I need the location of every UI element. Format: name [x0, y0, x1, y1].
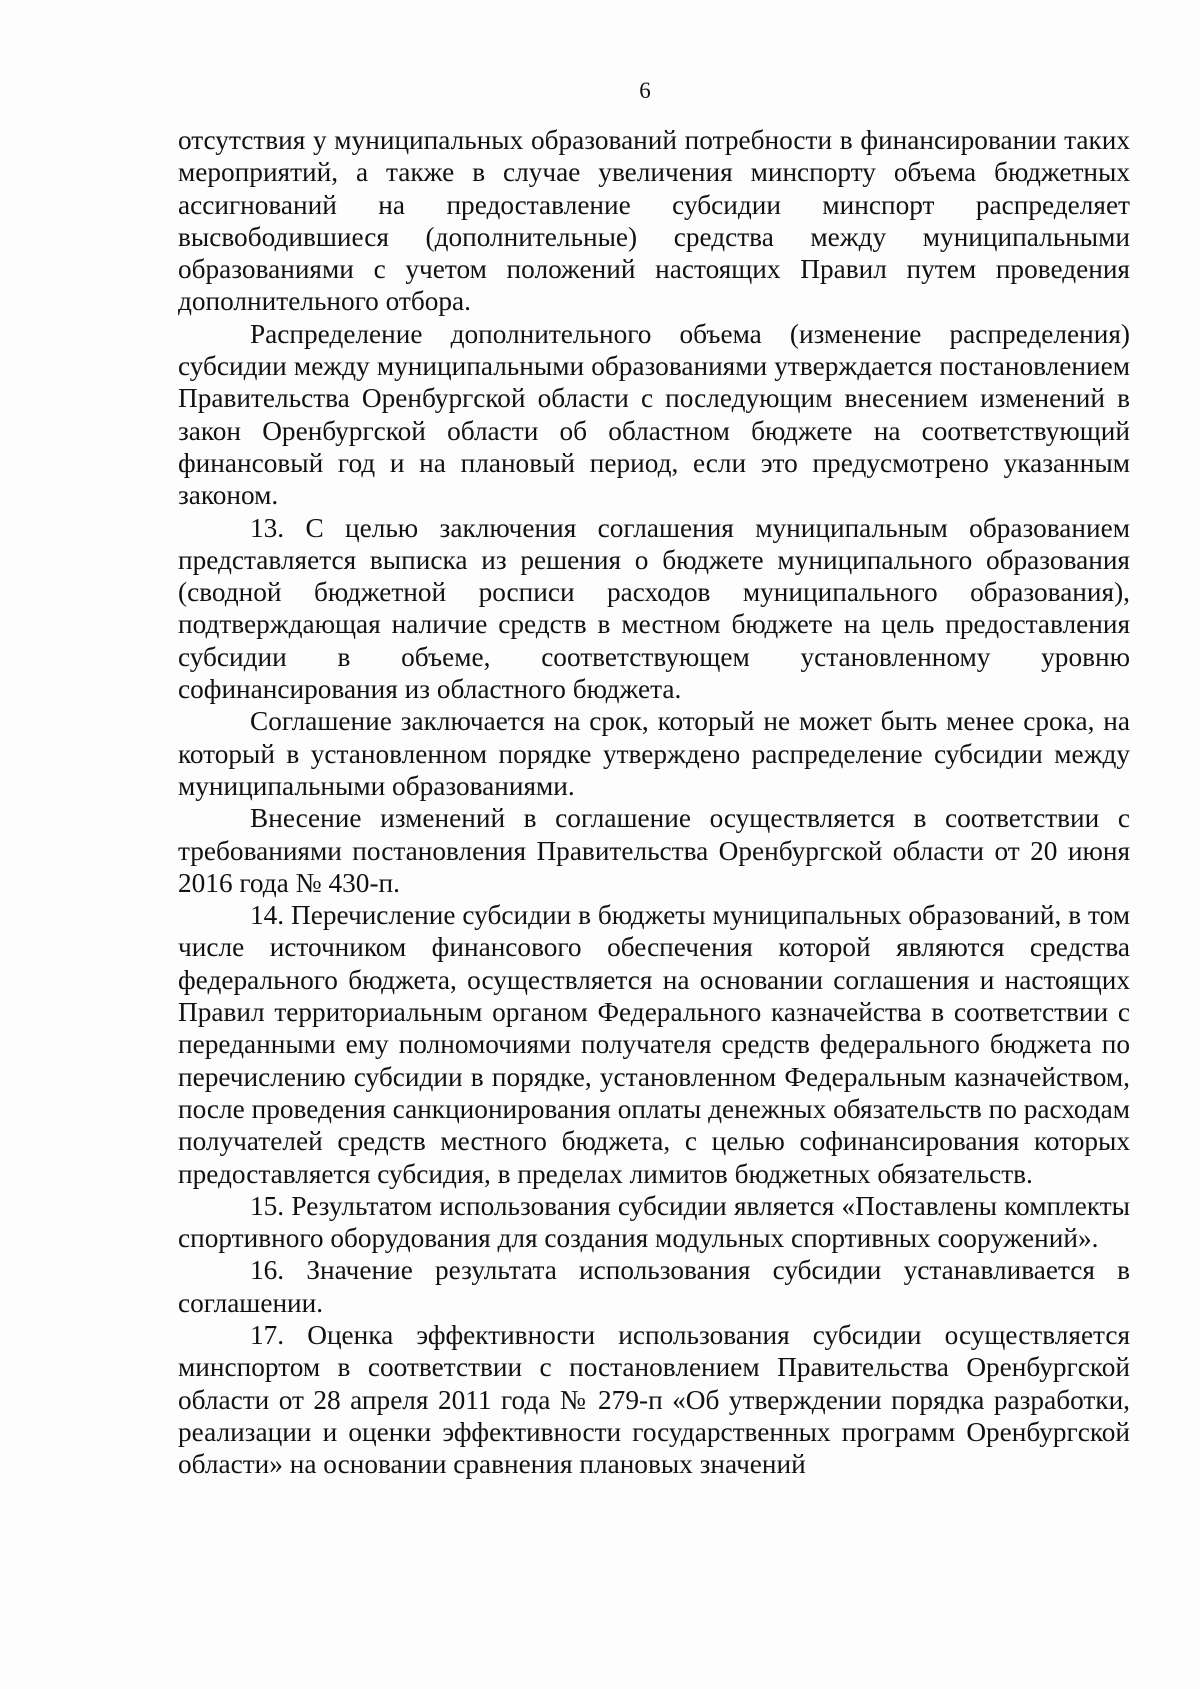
paragraph-agreement-term: Соглашение заключается на срок, который не может быть менее срока, на который в установленном порядке утверждено распределение субсидии между муниципальными образованиями.	[178, 706, 1130, 801]
document-body	[178, 124, 1130, 1480]
paragraph-continuation: отсутствия у муниципальных образований потребности в финансировании таких мероприятий, а также в случае увеличения минспорту объема бюджетных ассигнований на предоставление субсидии минспорт распределяет высвободившиеся (дополнительные) средства между муниципальными образованиями с учетом положений настоящих Правил путем проведения дополнительного отбора.	[178, 125, 1130, 317]
paragraph-13: 13. С целью заключения соглашения муниципальным образованием представляется выписка из решения о бюджете муниципального образования (сводной бюджетной росписи расходов муниципального образования), подтверждающая наличие средств в местном бюджете на цель предоставления субсидии в объеме, соответствующем установленному уровню софинансирования из областного бюджета.	[178, 512, 1130, 705]
paragraph-agreement-changes: Внесение изменений в соглашение осуществляется в соответствии с требованиями постановления Правительства Оренбургской области от 20 июня 2016 года № 430-п.	[178, 803, 1130, 898]
paragraph-14: 14. Перечисление субсидии в бюджеты муниципальных образований, в том числе источником финансового обеспечения которой являются средства федерального бюджета, осуществляется на основании соглашения и настоящих Правил территориальным органом Федерального казначейства в соответствии с переданными ему полномочиями получателя средств федерального бюджета по перечислению субсидии в порядке, установленном Федеральным казначейством, после проведения санкционирования оплаты денежных обязательств по расходам получателей средств местного бюджета, с целью софинансирования которых предоставляется субсидия, в пределах лимитов бюджетных обязательств.	[178, 900, 1130, 1189]
paragraph-15: 15. Результатом использования субсидии является «Поставлены комплекты спортивного оборудования для создания модульных спортивных сооружений».	[178, 1190, 1130, 1254]
paragraph-distribution: Распределение дополнительного объема (изменение распределения) субсидии между муниципальными образованиями утверждается постановлением Правительства Оренбургской области с последующим внесением изменений в закон Оренбургской области об областном бюджете на соответствующий финансовый год и на плановый период, если это предусмотрено указанным законом.	[178, 318, 1130, 511]
paragraph-17: 17. Оценка эффективности использования субсидии осуществляется минспортом в соответствии с постановлением Правительства Оренбургской области от 28 апреля 2011 года № 279-п «Об утверждении порядка разработки, реализации и оценки эффективности государственных программ Оренбургской области» на основании сравнения плановых значений	[178, 1319, 1130, 1480]
paragraph-16: 16. Значение результата использования субсидии устанавливается в соглашении.	[178, 1255, 1130, 1318]
page-number: 6	[639, 78, 651, 103]
